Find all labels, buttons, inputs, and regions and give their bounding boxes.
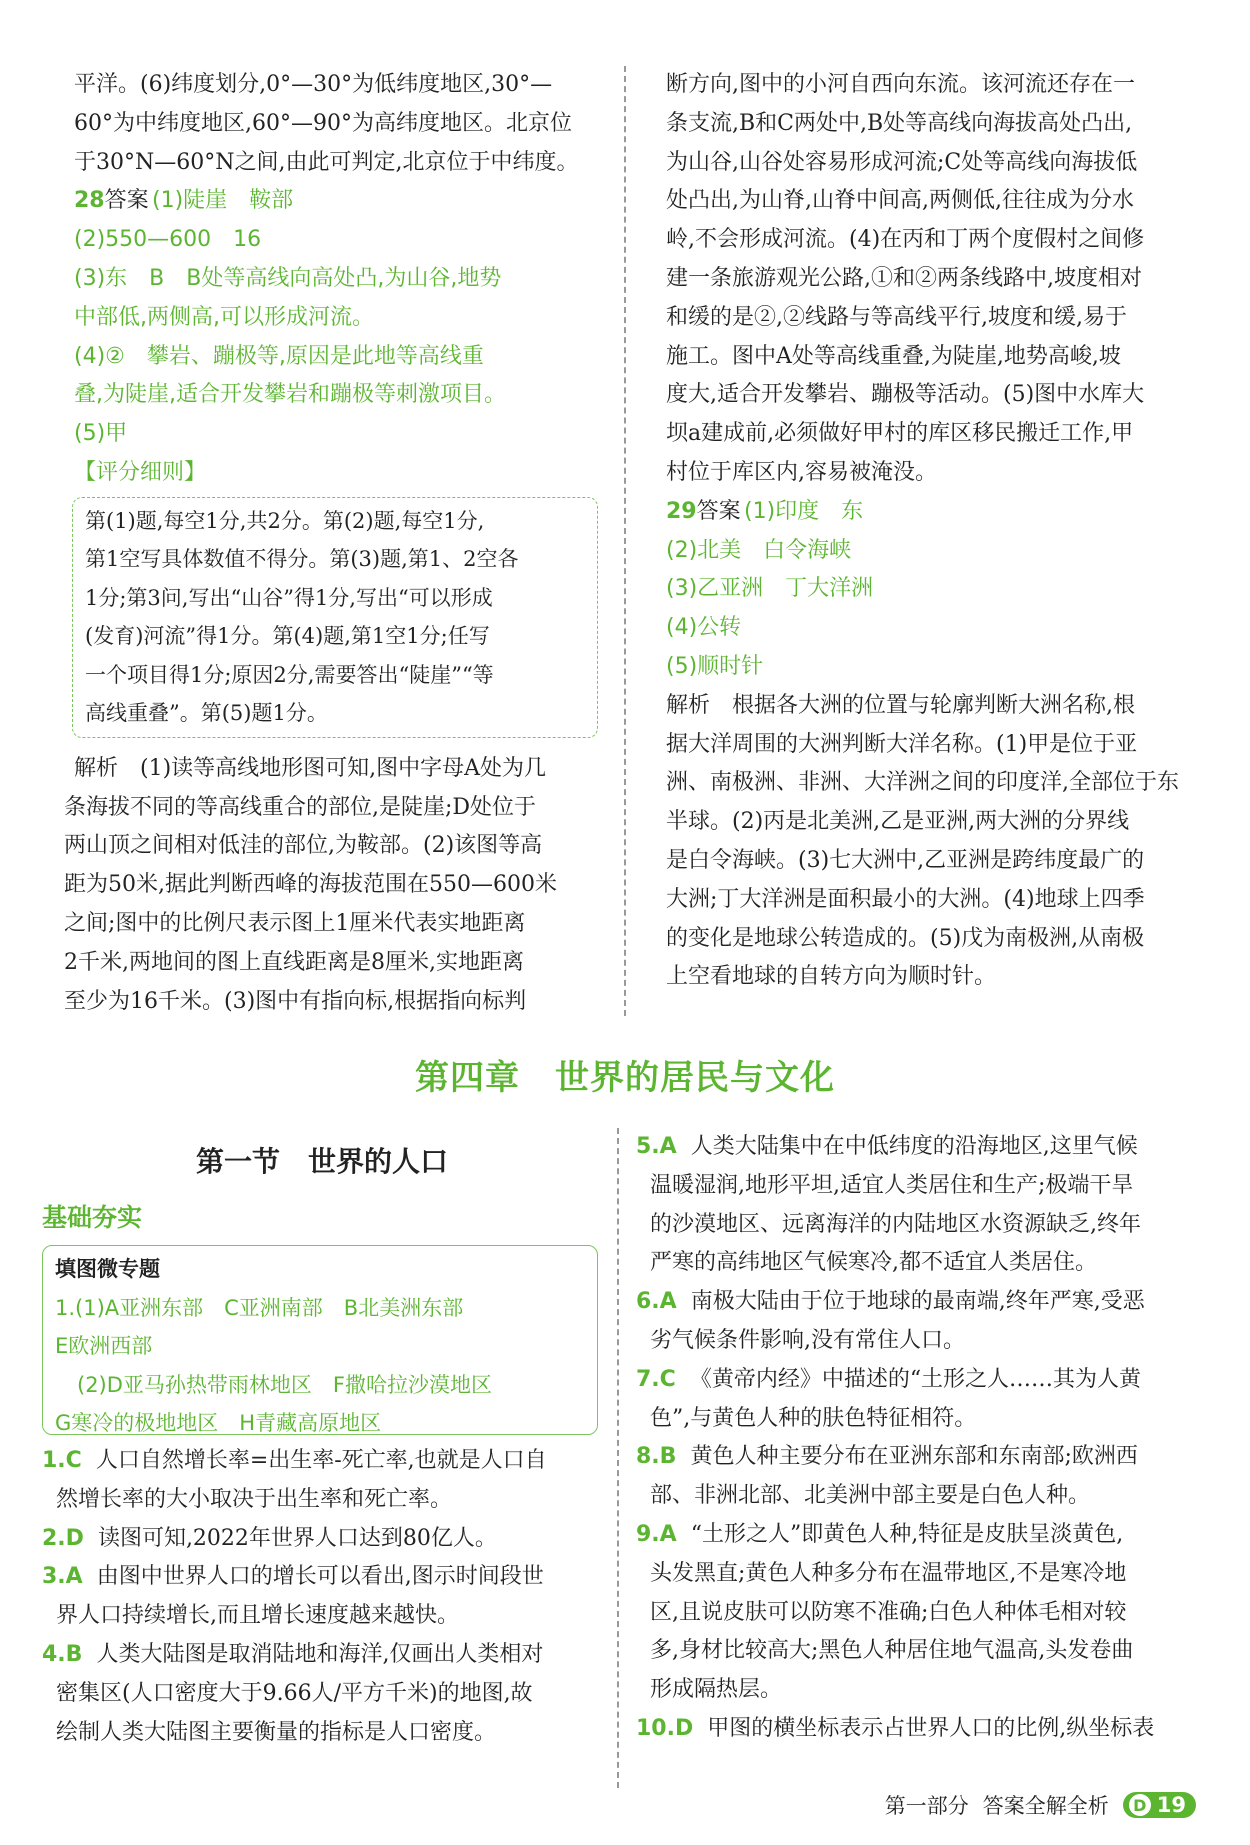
item-line: [636, 1128, 1200, 1167]
item-line: [42, 1558, 602, 1597]
item-line: [42, 1597, 602, 1636]
answer-item: [636, 1361, 1200, 1439]
analysis-text: 大洲;丁大洋洲是面积最小的大洲。(4)地球上四季: [666, 886, 1145, 912]
text-line: 平洋。(6)纬度划分,0°—30°为低纬度地区,30°—: [74, 72, 553, 97]
answer-item: [42, 1442, 602, 1520]
analysis-text: 2千米,两地间的图上直线距离是8厘米,实地距离: [64, 949, 524, 975]
analysis-line: [666, 958, 1194, 997]
item-text: 劣气候条件影响,没有常住人口。: [650, 1327, 965, 1353]
item-text: 然增长率的大小取决于出生率和死亡率。: [56, 1486, 453, 1512]
rubric-label: 【评分细则】: [74, 459, 207, 485]
item-text: 温暖湿润,地形平坦,适宜人类居住和生产;极端干旱: [650, 1172, 1134, 1198]
analysis-line: [666, 687, 1194, 726]
text-line: 60°为中纬度地区,60°—90°为高纬度地区。北京位: [74, 110, 572, 136]
answer-line: 中部低,两侧高,可以形成河流。: [74, 304, 374, 330]
analysis-line: [666, 803, 1194, 842]
item-line: [636, 1516, 1200, 1555]
fill-map-line: (2)D亚马孙热带雨林地区 F撒哈拉沙漠地区: [77, 1372, 492, 1397]
answer-line: (4)② 攀岩、蹦极等,原因是此地等高线重: [74, 343, 484, 369]
analysis-text: 两山顶之间相对低洼的部位,为鞍部。(2)该图等高: [64, 833, 543, 859]
text-line: 岭,不会形成河流。(4)在丙和丁两个度假村之间修: [666, 227, 1145, 253]
fill-map-box: [42, 1245, 598, 1435]
rubric-line: 第(1)题,每空1分,共2分。第(2)题,每空1分,: [85, 508, 485, 533]
item-number: 7.C: [636, 1366, 676, 1392]
section-title: 第一节 世界的人口: [195, 1145, 448, 1178]
analysis-text: 洲、南极洲、非洲、大洋洲之间的印度洋,全部位于东: [666, 770, 1179, 796]
item-text: 区,且说皮肤可以防寒不准确;白色人种体毛相对较: [650, 1599, 1127, 1625]
item-text: 界人口持续增长,而且增长速度越来越快。: [56, 1603, 459, 1629]
text-line: 建一条旅游观光公路,①和②两条线路中,坡度相对: [666, 265, 1142, 291]
fill-map-box-title: 填图微专题: [55, 1257, 160, 1281]
column-divider: [617, 1128, 619, 1788]
item-text: 人类大陆集中在中低纬度的沿海地区,这里气候: [690, 1134, 1138, 1159]
fill-map-answers: [55, 1289, 585, 1443]
item-line: [636, 1594, 1200, 1633]
item-number: 2.D: [42, 1525, 84, 1551]
chapter-title: 第四章 世界的居民与文化: [415, 1058, 835, 1098]
item-text: 由图中世界人口的增长可以看出,图示时间段世: [96, 1564, 544, 1590]
item-text: 的沙漠地区、远离海洋的内陆地区水资源缺乏,终年: [650, 1211, 1141, 1237]
analysis-label: 解析: [666, 692, 733, 718]
item-text: 多,身材比较高大;黑色人种居住地气温高,头发卷曲: [650, 1638, 1134, 1664]
item-line: [42, 1636, 602, 1675]
item-text: 《黄帝内经》中描述的“土形之人……其为人黄: [689, 1366, 1142, 1392]
answer-item: [42, 1636, 602, 1752]
sub-heading: 基础夯实: [42, 1203, 143, 1232]
text-line: 处凸出,为山脊,山脊中间高,两侧低,往往成为分水: [666, 188, 1134, 214]
analysis-text: 条海拔不同的等高线重合的部位,是陡崖;D处位于: [64, 794, 537, 820]
text-line: 为山谷,山谷处容易形成河流;C处等高线向海拔低: [666, 149, 1138, 175]
item-line: [42, 1442, 602, 1481]
fill-map-line: 1.(1)A亚洲东部 C亚洲南部 B北美洲东部: [55, 1295, 464, 1320]
analysis-text: 的变化是地球公转造成的。(5)戊为南极洲,从南极: [666, 925, 1145, 951]
answer-line: (3)东 B B处等高线向高处凸,为山谷,地势: [74, 265, 502, 291]
analysis-line: [64, 789, 604, 828]
text-line: 条支流,B和C两处中,B处等高线向海拔高处凸出,: [666, 110, 1133, 136]
column-divider: [624, 66, 626, 1016]
answer-item: [636, 1516, 1200, 1710]
answer-line: (3)乙亚洲 丁大洋洲: [666, 576, 874, 602]
analysis-text: 据大洋周围的大洲判断大洋名称。(1)甲是位于亚: [666, 731, 1138, 757]
item-number: 9.A: [636, 1521, 677, 1547]
answer-line: (2)北美 白令海峡: [666, 537, 852, 563]
answer-line: (4)公转: [666, 615, 742, 641]
answer-item: [636, 1710, 1200, 1749]
item-line: [636, 1283, 1200, 1322]
item-line: [636, 1632, 1200, 1671]
analysis-line: [666, 764, 1194, 803]
item-text: 色”,与黄色人种的肤色特征相符。: [650, 1405, 977, 1431]
item-line: [42, 1714, 602, 1753]
rubric-line: 一个项目得1分;原因2分,需要答出“陡崖”“等: [85, 662, 494, 687]
text-line: 施工。图中A处等高线重叠,为陡崖,地势高峻,坡: [666, 343, 1121, 369]
analysis-line: [64, 905, 604, 944]
top-right-column: [666, 66, 1194, 997]
analysis-text: 半球。(2)丙是北美洲,乙是亚洲,两大洲的分界线: [666, 809, 1130, 835]
analysis-text: 之间;图中的比例尺表示图上1厘米代表实地距离: [64, 910, 526, 936]
answer-label: 答案: [696, 498, 741, 524]
analysis-label: 解析: [74, 755, 141, 781]
answer-line: (5)顺时针: [666, 653, 764, 679]
text-line: 断方向,图中的小河自西向东流。该河流还存在一: [666, 72, 1135, 97]
item-line: [42, 1481, 602, 1520]
item-line: [636, 1361, 1200, 1400]
item-number: 6.A: [636, 1289, 677, 1315]
analysis-line: [666, 881, 1194, 920]
rubric-line: 第1空写具体数值不得分。第(3)题,第1、2空各: [85, 547, 519, 572]
top-left-column: [64, 66, 604, 1021]
analysis-text: (1)读等高线地形图可知,图中字母A处为几: [140, 755, 547, 781]
text-line: 坝a建成前,必须做好甲村的库区移民搬迁工作,甲: [666, 421, 1134, 447]
item-line: [636, 1477, 1200, 1516]
answer-item: [42, 1520, 602, 1559]
analysis-line: [64, 866, 604, 905]
analysis-line: [666, 920, 1194, 959]
analysis-text: 至少为16千米。(3)图中有指向标,根据指向标判: [64, 988, 527, 1014]
question-29-answers: [666, 493, 1194, 687]
item-number: 3.A: [42, 1564, 83, 1590]
rubric-line: (发育)河流”得1分。第(4)题,第1空1分;任写: [85, 624, 490, 649]
item-text: 黄色人种主要分布在亚洲东部和东南部;欧洲西: [690, 1444, 1138, 1470]
question-28-answers: [74, 182, 604, 454]
answer-item: [636, 1283, 1200, 1361]
item-line: [636, 1322, 1200, 1361]
bottom-left-column: [42, 1442, 602, 1752]
question-number: 29: [666, 498, 697, 524]
footer-part: 第一部分: [884, 1794, 969, 1818]
rubric-line: 1分;第3问,写出“山谷”得1分,写出“可以形成: [85, 585, 493, 610]
analysis-text: 根据各大洲的位置与轮廓判断大洲名称,根: [732, 692, 1136, 718]
analysis-line: [666, 842, 1194, 881]
item-text: 人类大陆图是取消陆地和海洋,仅画出人类相对: [96, 1641, 544, 1667]
answer-line: (2)550—600 16: [74, 227, 262, 253]
footer-book: 答案全解全析: [982, 1794, 1109, 1818]
answer-item: [42, 1558, 602, 1636]
answer-line: (1)印度 东: [744, 498, 864, 524]
item-line: [636, 1244, 1200, 1283]
item-number: 8.B: [636, 1444, 677, 1470]
bottom-right-column: [636, 1128, 1200, 1749]
item-text: 绘制人类大陆图主要衡量的指标是人口密度。: [56, 1719, 497, 1745]
question-29-analysis: [666, 687, 1194, 997]
rubric-line: 高线重叠”。第(5)题1分。: [85, 701, 328, 726]
item-text: 甲图的横坐标表示占世界人口的比例,纵坐标表: [707, 1715, 1155, 1741]
item-number: 1.C: [42, 1448, 82, 1473]
analysis-text: 上空看地球的自转方向为顺时针。: [666, 964, 997, 990]
item-text: “土形之人”即黄色人种,特征是皮肤呈淡黄色,: [690, 1521, 1124, 1547]
text-line: 于30°N—60°N之间,由此可判定,北京位于中纬度。: [74, 149, 579, 175]
question-number: 28: [74, 188, 105, 214]
rubric-box: [72, 497, 598, 738]
item-text: 读图可知,2022年世界人口达到80亿人。: [97, 1525, 497, 1551]
continued-analysis: [666, 66, 1194, 493]
item-text: 南极大陆由于位于地球的最南端,终年严寒,受恶: [690, 1289, 1145, 1315]
question-28-analysis: [64, 750, 604, 1022]
analysis-line: [666, 726, 1194, 765]
item-line: [636, 1438, 1200, 1477]
answer-line: (1)陡崖 鞍部: [152, 188, 294, 214]
fill-map-line: E欧洲西部: [55, 1334, 153, 1358]
badge-letter: D: [1129, 1794, 1151, 1816]
analysis-line: [74, 750, 604, 789]
analysis-text: 是白令海峡。(3)七大洲中,乙亚洲是跨纬度最广的: [666, 847, 1145, 873]
item-text: 部、非洲北部、北美洲中部主要是白色人种。: [650, 1483, 1091, 1509]
answer-label: 答案: [104, 188, 149, 214]
item-line: [42, 1520, 602, 1559]
analysis-line: [64, 944, 604, 983]
answer-item: [636, 1438, 1200, 1516]
fill-map-line: G寒冷的极地地区 H青藏高原地区: [55, 1411, 382, 1435]
item-line: [636, 1167, 1200, 1206]
item-text: 形成隔热层。: [650, 1677, 783, 1703]
page-number: 19: [1156, 1793, 1186, 1817]
analysis-line: [64, 827, 604, 866]
item-number: 10.D: [636, 1715, 694, 1741]
analysis-text: 距为50米,据此判断西峰的海拔范围在550—600米: [64, 872, 557, 898]
item-line: [636, 1206, 1200, 1245]
item-text: 严寒的高纬地区气候寒冷,都不适宜人类居住。: [650, 1250, 1097, 1276]
answer-item: [636, 1128, 1200, 1283]
page-footer: [885, 1790, 1196, 1820]
item-text: 人口自然增长率=出生率-死亡率,也就是人口自: [95, 1448, 547, 1473]
answer-line: (5)甲: [74, 421, 128, 447]
item-number: 5.A: [636, 1134, 677, 1159]
analysis-line: [64, 983, 604, 1022]
text-line: 村位于库区内,容易被淹没。: [666, 459, 937, 485]
item-text: 头发黑直;黄色人种多分布在温带地区,不是寒冷地: [650, 1560, 1127, 1586]
item-line: [42, 1675, 602, 1714]
item-line: [636, 1671, 1200, 1710]
answer-line: 叠,为陡崖,适合开发攀岩和蹦极等刺激项目。: [74, 382, 506, 408]
item-line: [636, 1400, 1200, 1439]
page-number-badge: [1123, 1792, 1196, 1818]
item-number: 4.B: [42, 1641, 83, 1667]
text-line: 和缓的是②,②线路与等高线平行,坡度和缓,易于: [666, 304, 1127, 330]
item-line: [636, 1710, 1200, 1749]
item-line: [636, 1555, 1200, 1594]
item-text: 密集区(人口密度大于9.66人/平方千米)的地图,故: [56, 1680, 533, 1706]
intro-paragraph: [74, 66, 604, 182]
text-line: 度大,适合开发攀岩、蹦极等活动。(5)图中水库大: [666, 382, 1145, 408]
